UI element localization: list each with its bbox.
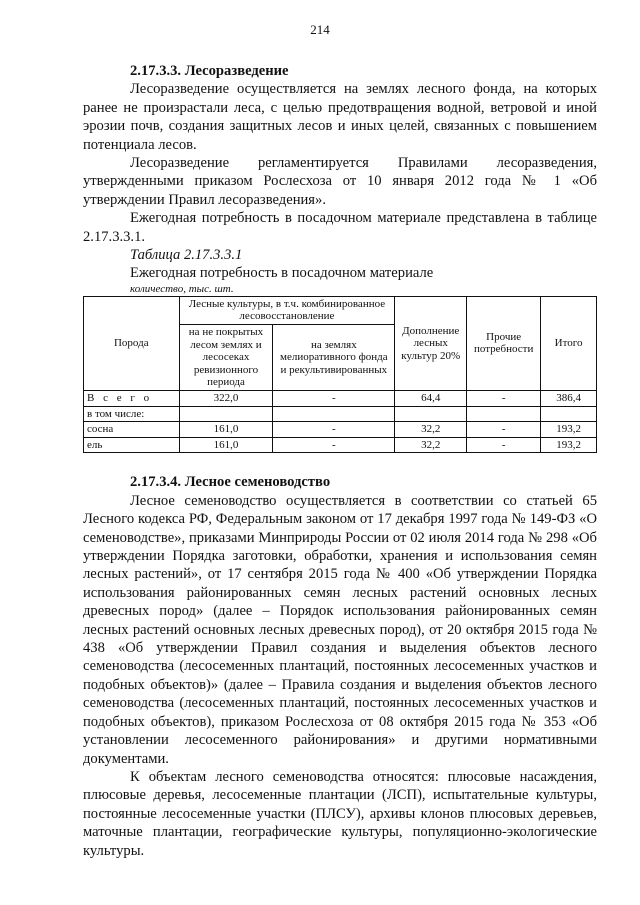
- cell-total: 193,2: [541, 437, 597, 453]
- table-header-row: [84, 296, 597, 324]
- paragraph: К объектам лесного семеноводства относятся: плюсовые насаждения, плюсовые деревья, лесосеменные плантации (ЛСП), испытательные культуры, постоянные лесосеменные участки (ПЛСУ), архивы клонов плюсовых деревьев, маточные плантации, географические культуры, популяционно-экологические культуры.: [83, 768, 597, 859]
- section-heading-afforestation: 2.17.3.3. Лесоразведение: [130, 63, 289, 79]
- paragraph: Лесоразведение осуществляется на землях лесного фонда, на которых ранее не произрастали леса, с целью предотвращения водной, ветровой и иной эрозии почв, создания защитных лесов и иных целей, связанных с повышением потенциала лесов.: [83, 81, 597, 153]
- header-forest-cultures: Лесные культуры, в т.ч. комбинированное лесовосстановление: [179, 296, 395, 324]
- cell-unforested: 322,0: [179, 391, 273, 407]
- cell-unforested: 161,0: [179, 422, 273, 438]
- paragraph: Ежегодная потребность в посадочном материале представлена в таблице 2.17.3.3.1.: [83, 210, 597, 245]
- cell-other: [467, 406, 541, 422]
- table-title: Ежегодная потребность в посадочном материале: [130, 265, 434, 282]
- cell-total: [541, 406, 597, 422]
- cell-species: сосна: [84, 422, 180, 438]
- table-row: [84, 437, 597, 453]
- table-row: [84, 406, 597, 422]
- header-unforested: на не покрытых лесом землях и лесосеках ревизионного периода: [179, 325, 273, 391]
- table-label: Таблица 2.17.3.3.1: [130, 247, 243, 264]
- table-units: количество, тыс. шт.: [130, 282, 234, 295]
- cell-other: -: [467, 422, 541, 438]
- table-row: [84, 391, 597, 407]
- cell-total: 386,4: [541, 391, 597, 407]
- header-reclaimed: на землях мелиоративного фонда и рекультивированных: [273, 325, 395, 391]
- section-heading-seed-production: 2.17.3.4. Лесное семеноводство: [130, 474, 331, 491]
- paragraph: Лесное семеноводство осуществляется в соответствии со статьей 65 Лесного кодекса РФ, Федеральным законом от 17 декабря 1997 года № 149-ФЗ «О семеноводстве», приказами Минприроды России от 02 июля 2014 года № 298 «Об утверждении Порядка заготовки, обработки, хранения и использования семян лесных растений», от 17 сентября 2015 года № 400 «Об утверждении Порядка использования районированных семян лесных растений основных лесных древесных пород» (далее – Порядок использования районированных семян лесных растений основных лесных древесных пород), от 20 октября 2015 года № 438 «Об утверждении Правил создания и выделения объектов лесного семеноводства (лесосеменных плантаций, постоянных лесосеменных участков и подобных объектов)» (далее – Правила создания и выделения объектов лесного семеноводства (лесосеменных плантаций, постоянных лесосеменных участков и подобных объектов), приказом Рослесхоза от 08 октября 2015 года № 353 «Об установлении лесосеменного районирования» и другими нормативными документами.: [83, 492, 597, 767]
- cell-species: В с е г о: [84, 391, 180, 407]
- cell-supplement: [395, 406, 467, 422]
- cell-unforested: 161,0: [179, 437, 273, 453]
- cell-other: -: [467, 391, 541, 407]
- page-number: 214: [310, 22, 330, 37]
- cell-supplement: 32,2: [395, 422, 467, 438]
- header-species: Порода: [84, 296, 180, 390]
- cell-supplement: 32,2: [395, 437, 467, 453]
- document-body: [83, 62, 597, 860]
- header-other: Прочие потребности: [467, 296, 541, 390]
- planting-material-table: [83, 296, 597, 454]
- cell-total: 193,2: [541, 422, 597, 438]
- cell-reclaimed: -: [273, 437, 395, 453]
- cell-reclaimed: -: [273, 391, 395, 407]
- cell-other: -: [467, 437, 541, 453]
- cell-species: в том числе:: [84, 406, 180, 422]
- cell-reclaimed: -: [273, 422, 395, 438]
- cell-unforested: [179, 406, 273, 422]
- table-row: [84, 422, 597, 438]
- cell-species: ель: [84, 437, 180, 453]
- paragraph: Лесоразведение регламентируется Правилами лесоразведения, утвержденными приказом Рослесхоза от 10 января 2012 года № 1 «Об утверждении Правил лесоразведения».: [83, 155, 597, 208]
- header-supplement: Дополнение лесных культур 20%: [395, 296, 467, 390]
- cell-reclaimed: [273, 406, 395, 422]
- cell-supplement: 64,4: [395, 391, 467, 407]
- header-total: Итого: [541, 296, 597, 390]
